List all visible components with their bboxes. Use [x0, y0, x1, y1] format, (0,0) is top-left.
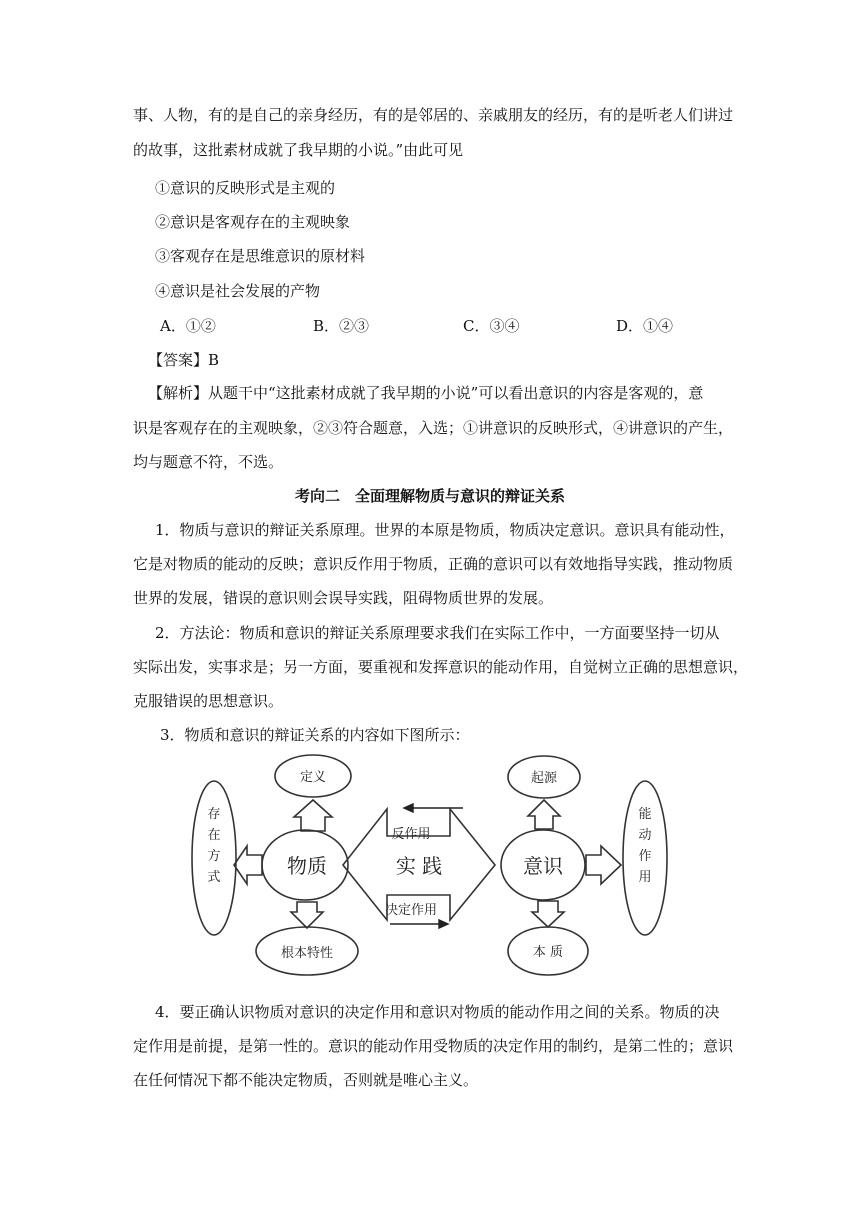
- existence-char-4: 式: [207, 870, 221, 885]
- point-4-line-2: 定作用是前提，是第一性的。意识的能动作用受物质的决定作用的制约，是第二性的；意识: [133, 1037, 734, 1055]
- statement-3: ③客观存在是思维意识的原材料: [155, 247, 366, 265]
- existence-char-3: 方: [207, 849, 221, 864]
- point-1-line-1: 1．物质与意识的辩证关系原理。世界的本原是物质，物质决定意识。意识具有能动性，: [155, 521, 735, 539]
- question-line-1: 事、人物，有的是自己的亲身经历，有的是邻居的、亲戚朋友的经历，有的是听老人们讲过: [133, 106, 734, 124]
- reaction-label: 反作用: [391, 827, 431, 842]
- statement-1: ①意识的反映形式是主观的: [155, 179, 336, 197]
- initiative-char-1: 能: [638, 807, 652, 822]
- existence-char-1: 存: [207, 807, 221, 822]
- practice-label: 实 践: [395, 854, 443, 878]
- option-b: B．②③: [313, 317, 370, 335]
- point-4-line-3: 在任何情况下都不能决定物质，否则就是唯心主义。: [133, 1071, 479, 1089]
- matter-up-arrow: [294, 800, 332, 831]
- definition-label: 定义: [299, 770, 327, 785]
- matter-down-arrow: [291, 902, 323, 928]
- matter-consciousness-diagram: [190, 752, 670, 976]
- fundamental-label: 根本特性: [280, 946, 334, 961]
- essence-label: 本 质: [532, 945, 564, 960]
- option-c: C．③④: [463, 317, 520, 335]
- point-2-line-1: 2．方法论：物质和意识的辩证关系原理要求我们在实际工作中，一方面要坚持一切从: [155, 624, 720, 642]
- matter-label: 物质: [287, 854, 327, 878]
- point-2-line-2: 实际出发，实事求是；另一方面，要重视和发挥意识的能动作用，自觉树立正确的思想意识，: [133, 658, 749, 676]
- consciousness-down-arrow: [532, 901, 564, 927]
- initiative-char-4: 用: [638, 870, 652, 885]
- statement-4: ④意识是社会发展的产物: [155, 282, 321, 300]
- statement-2: ②意识是客观存在的主观映象: [155, 213, 351, 231]
- point-4-line-1: 4．要正确认识物质对意识的决定作用和意识对物质的能动作用之间的关系。物质的决: [155, 1003, 720, 1021]
- analysis-line-1: 【解析】从题干中“这批素材成就了我早期的小说”可以看出意识的内容是客观的，意: [148, 384, 704, 402]
- origin-label: 起源: [530, 771, 558, 786]
- consciousness-label: 意识: [523, 854, 563, 878]
- initiative-char-2: 动: [638, 828, 652, 843]
- analysis-line-2: 识是客观存在的主观映象，②③符合题意，入选；①讲意识的反映形式，④讲意识的产生，: [133, 419, 734, 437]
- question-line-2: 的故事，这批素材成就了我早期的小说。”由此可见: [133, 141, 464, 159]
- consciousness-right-arrow: [586, 846, 621, 884]
- point-1-line-2: 它是对物质的能动的反映；意识反作用于物质，正确的意识可以有效地指导实践，推动物质: [133, 555, 734, 573]
- option-d: D．①④: [616, 317, 674, 335]
- point-2-line-3: 克服错误的思想意识。: [133, 692, 284, 710]
- initiative-char-3: 作: [638, 849, 652, 864]
- reaction-arrow-head: [404, 804, 413, 812]
- point-1-line-3: 世界的发展，错误的意识则会误导实践，阻碍物质世界的发展。: [133, 589, 554, 607]
- analysis-line-3: 均与题意不符，不选。: [133, 453, 284, 471]
- point-3: 3．物质和意识的辩证关系的内容如下图所示：: [160, 726, 470, 744]
- consciousness-up-arrow: [528, 800, 560, 829]
- decisive-arrow-head: [439, 920, 448, 928]
- matter-left-arrow: [234, 846, 262, 884]
- existence-char-2: 在: [207, 828, 221, 843]
- section-heading: 考向二 全面理解物质与意识的辩证关系: [294, 487, 565, 505]
- decisive-label: 决定作用: [384, 903, 438, 918]
- option-a: A．①②: [160, 317, 216, 335]
- answer: 【答案】B: [148, 351, 220, 369]
